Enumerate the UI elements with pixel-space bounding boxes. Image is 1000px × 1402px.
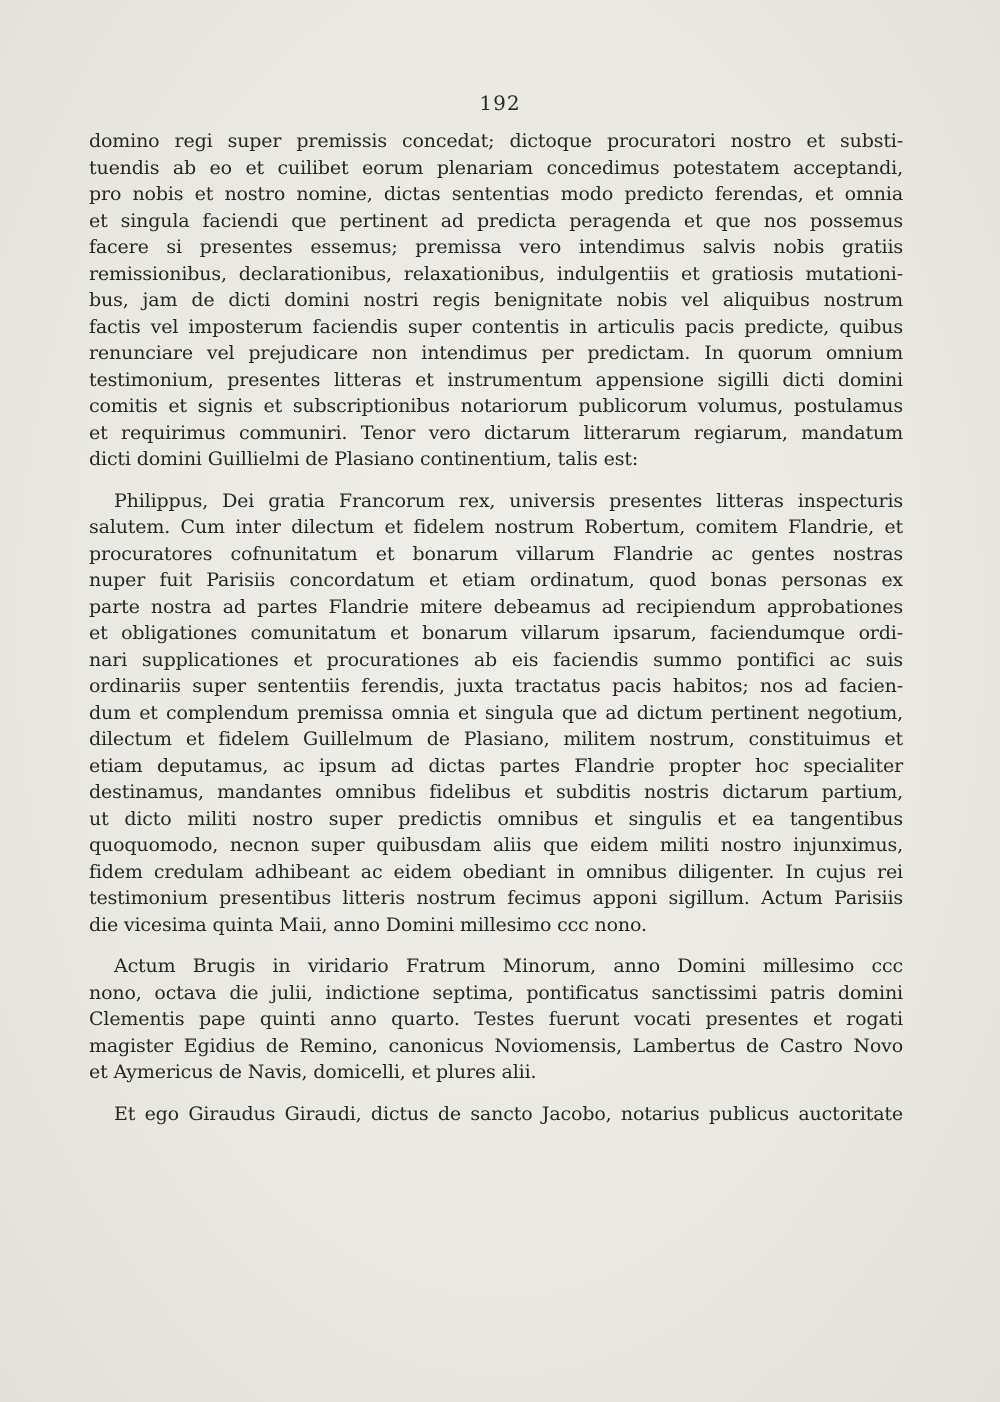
text-line: et obligationes comunitatum et bonarum villarum ipsarum, faciendumque ordi- <box>89 622 903 644</box>
text-line: nuper fuit Parisiis concordatum et etiam ordinatum, quod bonas personas ex <box>89 569 903 591</box>
text-line: nono, octava die julii, indictione septima, pontificatus sanctissimi patris domini <box>89 981 903 1004</box>
text-line: Philippus, Dei gratia Francorum rex, universis presentes litteras inspecturis <box>114 489 903 512</box>
text-line: quoquomodo, necnon super quibusdam aliis que eidem militi nostro injunximus, <box>89 834 903 856</box>
page-number: 192 <box>479 91 521 115</box>
text-line: Et ego Giraudus Giraudi, dictus de sancto Jacobo, notarius publicus auctoritate <box>114 1102 903 1125</box>
text-line: renunciare vel prejudicare non intendimus per predictam. In quorum omnium <box>89 342 903 364</box>
paragraph-3 <box>89 953 903 1086</box>
text-line: procuratores cofnunitatum et bonarum villarum Flandrie ac gentes nostras <box>89 542 903 565</box>
text-line: Clementis pape quinti anno quarto. Testes fuerunt vocati presentes et rogati <box>89 1008 903 1030</box>
text-line: et singula faciendi que pertinent ad predicta peragenda et que nos possemus <box>89 209 903 232</box>
text-line: Actum Brugis in viridario Fratrum Minorum, anno Domini millesimo ccc <box>114 955 903 977</box>
text-line: remissionibus, declarationibus, relaxationibus, indulgentiis et gratiosis mutationi- <box>89 262 903 285</box>
text-line: testimonium presentibus litteris nostrum fecimus apponi sigillum. Actum Parisiis <box>89 887 903 909</box>
text-line: die vicesima quinta Maii, anno Domini millesimo ccc nono. <box>89 913 647 936</box>
text-line: etiam deputamus, ac ipsum ad dictas partes Flandrie propter hoc specialiter <box>89 754 903 777</box>
paragraph-4 <box>89 1101 903 1128</box>
text-line: pro nobis et nostro nomine, dictas sententias modo predicto ferendas, et omnia <box>89 183 903 205</box>
text-line: destinamus, mandantes omnibus fidelibus et subditis nostris dictarum partium, <box>89 781 903 803</box>
text-line: domino regi super premissis concedat; dictoque procuratori nostro et substi- <box>89 130 903 152</box>
text-line: et requirimus communiri. Tenor vero dictarum litterarum regiarum, mandatum <box>89 421 903 444</box>
text-line: nari supplicationes et procurationes ab eis faciendis summo pontifici ac suis <box>89 648 903 671</box>
text-line: dicti domini Guillielmi de Plasiano continentium, talis est: <box>89 448 639 470</box>
text-line: magister Egidius de Remino, canonicus Noviomensis, Lambertus de Castro Novo <box>89 1034 903 1057</box>
text-line: salutem. Cum inter dilectum et fidelem nostrum Robertum, comitem Flandrie, et <box>89 516 903 538</box>
text-line: fidem credulam adhibeant ac eidem obediant in omnibus diligenter. In cujus rei <box>89 860 903 883</box>
paragraph-1 <box>89 128 903 473</box>
text-line: parte nostra ad partes Flandrie mitere debeamus ad recipiendum approbationes <box>89 595 903 618</box>
text-line: factis vel imposterum faciendis super contentis in articulis pacis predicte, quibus <box>89 315 903 338</box>
text-line: ordinariis super sententiis ferendis, juxta tractatus pacis habitos; nos ad facien- <box>89 675 903 697</box>
text-line: bus, jam de dicti domini nostri regis benignitate nobis vel aliquibus nostrum <box>89 289 903 311</box>
text-line: et Aymericus de Navis, domicelli, et plures alii. <box>89 1061 537 1083</box>
text-line: testimonium, presentes litteras et instrumentum appensione sigilli dicti domini <box>89 368 903 391</box>
text-line: facere si presentes essemus; premissa vero intendimus salvis nobis gratiis <box>89 236 903 258</box>
paragraph-2 <box>89 488 903 939</box>
text-line: dilectum et fidelem Guillelmum de Plasiano, militem nostrum, constituimus et <box>89 728 903 750</box>
text-line: tuendis ab eo et cuilibet eorum plenariam concedimus potestatem acceptandi, <box>89 156 903 179</box>
body-text <box>89 128 903 1127</box>
text-line: comitis et signis et subscriptionibus notariorum publicorum volumus, postulamus <box>89 395 903 417</box>
text-line: ut dicto militi nostro super predictis omnibus et singulis et ea tangentibus <box>89 807 903 830</box>
text-line: dum et complendum premissa omnia et singula que ad dictum pertinent negotium, <box>89 701 903 724</box>
